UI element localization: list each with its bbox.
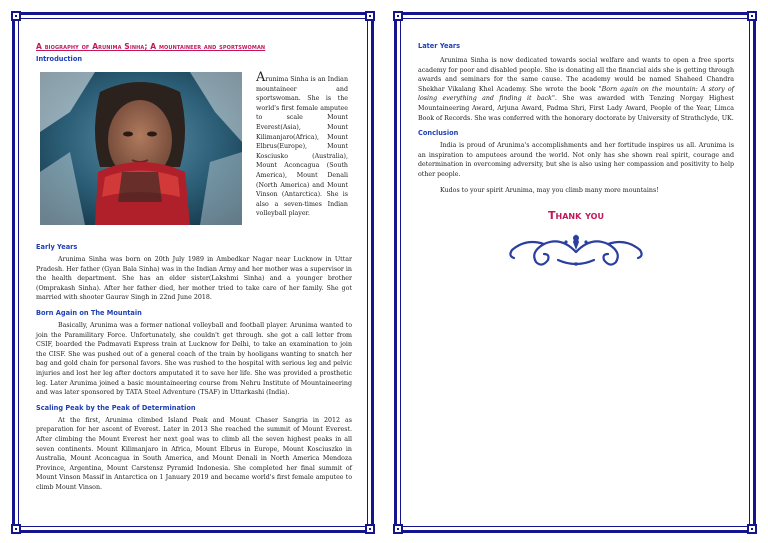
conclusion-text: India is proud of Arunima's accomplishments and her fortitude inspires us all. Arunima is an inspiration to amputees around the world. Not only has she shown real spirit, courage and determination in overcoming adversity, but she is also using her compassion and positivity to help other people. [418,142,734,178]
introduction-section [36,67,352,239]
kudos-text: Kudos to your spirit Arunima, may you climb many more mountains! [440,186,659,194]
scaling-peak-heading: Scaling Peak by the Peak of Determination [36,403,196,412]
corner-ornament [11,524,21,534]
later-years-text-part2: ". She was awarded with Tenzing Norgay Highest Mountaineering Award, Arjuna Award, Padma Shri, First Lady Award, People of the Year, Limca Book of Records. She was conferred with the honorary doctorate by University of Strathclyde, UK. [418,95,734,122]
decorative-scroll-icon [506,230,646,270]
corner-ornament [11,11,21,21]
corner-ornament [393,11,403,21]
corner-ornament [365,524,375,534]
early-years-text: Arunima Sinha was born on 20th July 1989 in Ambedkar Nagar near Lucknow in Uttar Pradesh. Her father (Gyan Bala Sinha) was in the Indian Army and her mother was a supervisor in the health department. She has an elder sister(Lakshmi Sinha) and a younger brother (Omprakash Sinha). After her father died, her mother tried to take care of her family. She got married with shooter Gaurav Singh in 22nd June 2018. [36,256,352,302]
early-years-heading: Early Years [36,243,78,251]
later-years-text-part1: Arunima Sinha is now dedicated towards social welfare and wants to open a free sports academy for poor and disabled people. She is donating all the financial aids she is getting through awards and seminars for the same cause. The academy would be named Shaheed Chandra Shekhar Vikalang Khel Academy. She wrote the book " [418,57,734,93]
drop-cap: A [256,70,266,85]
corner-ornament [747,11,757,21]
corner-ornament [747,524,757,534]
book-title: Born again on the mountain: A story of losing everything and finding it back [418,85,734,103]
corner-ornament [393,524,403,534]
left-page [12,12,374,533]
conclusion-heading: Conclusion [418,129,459,138]
introduction-heading: Introduction [36,55,83,63]
corner-ornament [365,11,375,21]
later-years-text [418,56,734,123]
later-years-heading: Later Years [418,42,461,50]
left-content [36,40,352,513]
scaling-peak-text: At the first, Arunima climbed Island Peak and Mount Chaser Sangria in 2012 as preparation for her ascent of Everest. Later in 2013 She reached the summit of Mount Everest. After climbing the Mount Everest her next goal was to climb all the seven highest peaks in all seven continents. Mount Kilimanjaro in Africa, Mount Elbrus in Europe, Mount Kosciuszko in Australia, Mount Aconcagua in South America, and Mount Denali in North America Mendoza Province, Argentina, Mount Carstensz Pyramid Indonesia. She completed her final summit of Mount Vinson Massif in Antarctica on 1 January 2019 and became world's first female amputee to climb Mount Vinson. [36,416,352,491]
right-content [418,40,734,513]
thank-you-text: Thank you [548,209,604,223]
introduction-text [256,70,348,219]
document-title: A biography of Arunima Sinha; A mountaineer and sportswoman [36,42,266,51]
born-again-text: Basically, Arunima was a former national volleyball and football player. Arunima wanted to join the Paramilitary Force. Unfortunately, she couldn't get through. she got a call letter from CSIF, boarded the Padmavati Express train at Lucknow for Delhi, to take an examination to join the CISF. She was pushed out of a general coach of the train by hooligans wanting to snatch her bag and gold chain for personal favors. She was rushed to the hospital with serious leg and pelvic injuries and lost her leg after doctors amputated it to save her life. She was provided a prosthetic leg. Later Arunima joined a basic mountaineering course from Nehru Institute of Mountaineering and was later sponsored by TATA Steel Adventure (TSAF) in Uttarkashi (India). [36,321,352,397]
introduction-body: runima Sinha is an Indian mountaineer and sportswoman. She is the world's first female amputee to scale Mount Everest(Asia), Mount Kilimanjaro(Africa), Mount Elbrus(Europe), Mount Kosciusko (Australia), Mount Aconcagua (South America), Mount Denali (North America) and Mount Vinson (Antarctica). She is also a seven-times Indian volleyball player. [256,76,348,218]
right-page [394,12,756,533]
portrait-photo [40,72,242,225]
born-again-heading: Born Again on The Mountain [36,308,142,317]
